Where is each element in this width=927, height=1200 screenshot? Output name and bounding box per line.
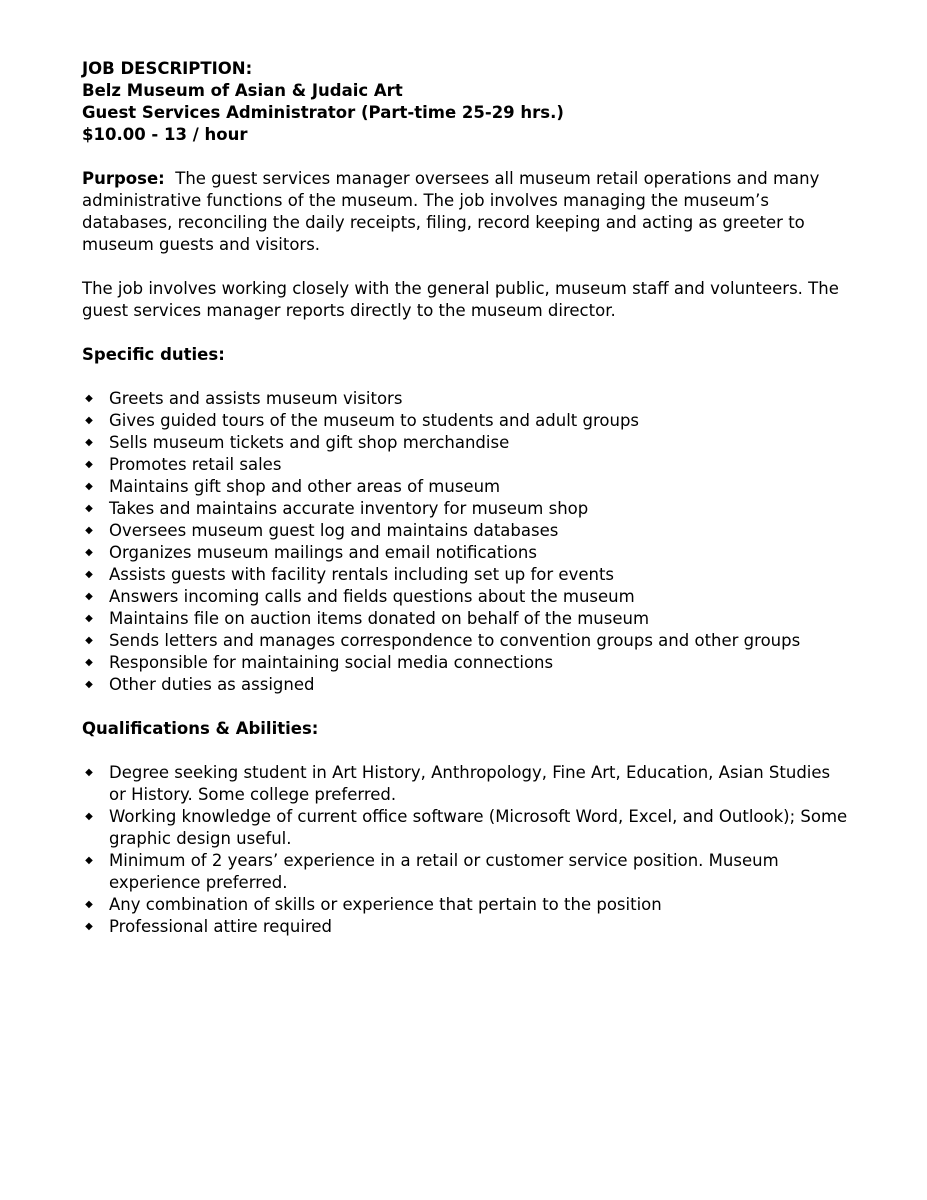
- diamond-bullet-icon: ◆: [85, 855, 93, 866]
- duty-item-text: Takes and maintains accurate inventory for museum shop: [109, 499, 589, 518]
- duty-item-text: Maintains gift shop and other areas of museum: [109, 477, 501, 496]
- duty-item: [82, 454, 852, 476]
- qualifications-list: [82, 762, 852, 938]
- qualification-item-text: Professional attire required: [109, 917, 332, 936]
- qualification-item: [82, 850, 852, 894]
- duty-item-text: Maintains file on auction items donated on behalf of the museum: [109, 609, 650, 628]
- diamond-bullet-icon: ◆: [85, 899, 93, 910]
- duty-item-text: Oversees museum guest log and maintains databases: [109, 521, 559, 540]
- diamond-bullet-icon: ◆: [85, 437, 93, 448]
- qualification-item-text: Working knowledge of current office software (Microsoft Word, Excel, and Outlook); Some graphic design useful.: [109, 807, 848, 848]
- diamond-bullet-icon: ◆: [85, 415, 93, 426]
- duties-list: [82, 388, 852, 696]
- diamond-bullet-icon: ◆: [85, 657, 93, 668]
- document-header: [82, 58, 852, 146]
- museum-name: Belz Museum of Asian & Judaic Art: [82, 81, 403, 100]
- pay-rate: $10.00 - 13 / hour: [82, 125, 248, 144]
- duty-item-text: Greets and assists museum visitors: [109, 389, 403, 408]
- duty-item-text: Responsible for maintaining social media connections: [109, 653, 554, 672]
- duty-item: [82, 652, 852, 674]
- diamond-bullet-icon: ◆: [85, 503, 93, 514]
- duty-item: [82, 674, 852, 696]
- header-title: JOB DESCRIPTION:: [82, 59, 253, 78]
- qualification-item: [82, 762, 852, 806]
- purpose-text: The guest services manager oversees all museum retail operations and many administrative functions of the museum. The job involves managing the museum’s databases, reconciling the daily receipts, filing, record keeping and acting as greeter to museum guests and visitors.: [82, 169, 820, 254]
- diamond-bullet-icon: ◆: [85, 591, 93, 602]
- diamond-bullet-icon: ◆: [85, 679, 93, 690]
- duty-item: [82, 564, 852, 586]
- duty-item: [82, 498, 852, 520]
- reporting-paragraph: The job involves working closely with the general public, museum staff and volunteers. The guest services manager reports directly to the museum director.: [82, 279, 839, 320]
- duty-item-text: Sells museum tickets and gift shop merchandise: [109, 433, 510, 452]
- diamond-bullet-icon: ◆: [85, 393, 93, 404]
- qualification-item: [82, 894, 852, 916]
- duty-item-text: Answers incoming calls and fields questions about the museum: [109, 587, 635, 606]
- duty-item-text: Organizes museum mailings and email notifications: [109, 543, 537, 562]
- qualifications-heading: Qualifications & Abilities:: [82, 719, 319, 738]
- duty-item: [82, 630, 852, 652]
- duty-item-text: Promotes retail sales: [109, 455, 282, 474]
- duty-item-text: Assists guests with facility rentals including set up for events: [109, 565, 615, 584]
- purpose-label: Purpose:: [82, 169, 165, 188]
- diamond-bullet-icon: ◆: [85, 481, 93, 492]
- diamond-bullet-icon: ◆: [85, 613, 93, 624]
- duty-item-text: Gives guided tours of the museum to students and adult groups: [109, 411, 640, 430]
- diamond-bullet-icon: ◆: [85, 921, 93, 932]
- qualification-item: [82, 916, 852, 938]
- diamond-bullet-icon: ◆: [85, 459, 93, 470]
- duty-item: [82, 388, 852, 410]
- duties-heading: Specific duties:: [82, 345, 225, 364]
- diamond-bullet-icon: ◆: [85, 811, 93, 822]
- diamond-bullet-icon: ◆: [85, 635, 93, 646]
- duty-item: [82, 542, 852, 564]
- diamond-bullet-icon: ◆: [85, 547, 93, 558]
- job-title: Guest Services Administrator (Part-time 25-29 hrs.): [82, 103, 564, 122]
- duty-item: [82, 476, 852, 498]
- document-page: [82, 58, 852, 938]
- diamond-bullet-icon: ◆: [85, 767, 93, 778]
- duty-item: [82, 410, 852, 432]
- qualification-item-text: Minimum of 2 years’ experience in a retail or customer service position. Museum experience preferred.: [109, 851, 779, 892]
- duty-item: [82, 586, 852, 608]
- duty-item: [82, 432, 852, 454]
- diamond-bullet-icon: ◆: [85, 525, 93, 536]
- purpose-paragraph: [82, 168, 852, 256]
- diamond-bullet-icon: ◆: [85, 569, 93, 580]
- duty-item: [82, 608, 852, 630]
- qualification-item: [82, 806, 852, 850]
- duty-item-text: Other duties as assigned: [109, 675, 315, 694]
- duty-item-text: Sends letters and manages correspondence to convention groups and other groups: [109, 631, 801, 650]
- qualification-item-text: Any combination of skills or experience that pertain to the position: [109, 895, 662, 914]
- qualification-item-text: Degree seeking student in Art History, Anthropology, Fine Art, Education, Asian Studies or History. Some college preferred.: [109, 763, 831, 804]
- duty-item: [82, 520, 852, 542]
